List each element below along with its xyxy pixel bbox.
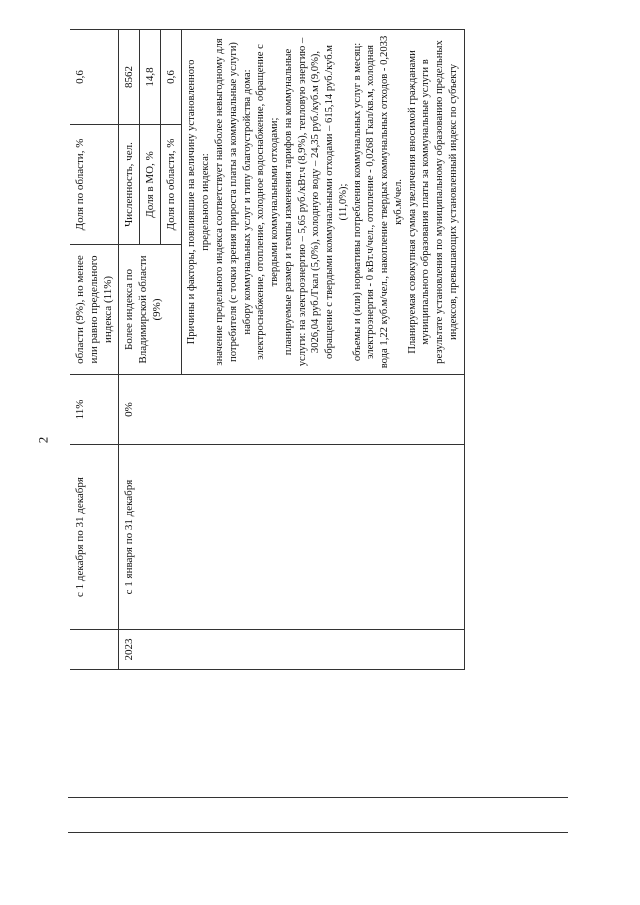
metric-label-cell: Доля по области, %: [70, 125, 119, 245]
page-number: 2: [35, 436, 51, 444]
metric-value-cell: 0,6: [161, 30, 182, 125]
reasons-paragraph: значение предельного индекса соответствует наиболее невыгодному для потребителя (с точки зрения прироста платы за коммунальные услуги) набору коммунальных услуг и типу благоустройства дома: электроснабжение, отопление, холодное водоснабжение, обращение с твердыми коммунальными отходами;: [214, 38, 281, 366]
year-cell: [70, 630, 119, 670]
reasons-paragraph: планируемые размер и темпы изменения тарифов на коммунальные услуги: на электроэнергию – 5,65 руб./кВт.ч (8,9%), тепловую энергию – 3026,04 руб./Гкал (5,0%), холодную воду – 24,35 руб./куб.м (9,0%), обращение с твердыми коммунальными отходами – 615,14 руб./куб.м (11,0%);: [282, 37, 349, 367]
divider-line: [68, 797, 568, 798]
reasons-cell: [182, 30, 464, 375]
metric-value-cell: 0,6: [70, 30, 119, 125]
metric-value-cell: 8562: [119, 30, 140, 125]
metric-label-cell: Доля в МО, %: [140, 125, 161, 245]
reasons-paragraph: объемы и (или) нормативы потребления коммунальных услуг в месяц: электроэнергия - 0 кВт.ч/чел., отопление - 0,0268 Гкал/кв.м, холодная вода 1,22 куб.м/чел., накопление твердых коммунальных отходов - 0,2033 куб.м/чел.: [351, 35, 404, 369]
reasons-paragraph: Причины и факторы, повлиявшие на величину установленного предельного индекса:: [186, 59, 212, 345]
index-cell: 11%: [70, 375, 119, 445]
table-row: [119, 30, 140, 670]
rotated-table-container: [70, 30, 570, 670]
divider-line: [68, 832, 568, 833]
condition-cell: Более индекса по Владимирской области (9%): [119, 245, 182, 375]
index-table: [70, 29, 465, 670]
metric-label-cell: Численность, чел.: [119, 125, 140, 245]
year-cell: 2023: [119, 630, 465, 670]
period-cell: с 1 декабря по 31 декабря: [70, 445, 119, 630]
metric-value-cell: 14,8: [140, 30, 161, 125]
metric-label-cell: Доля по области, %: [161, 125, 182, 245]
period-cell: с 1 января по 31 декабря: [119, 445, 465, 630]
reasons-paragraph: Планируемая совокупная сумма увеличения вносимой гражданами муниципального образования платы за коммунальные услуги в результате установления по муниципальному образованию предельных индексов, превышающих установленный индекс по субъекту: [406, 40, 460, 364]
index-cell: 0%: [119, 375, 465, 445]
condition-cell: области (9%), но менее или равно предельного индекса (11%): [70, 245, 119, 375]
table-row: [70, 30, 119, 670]
